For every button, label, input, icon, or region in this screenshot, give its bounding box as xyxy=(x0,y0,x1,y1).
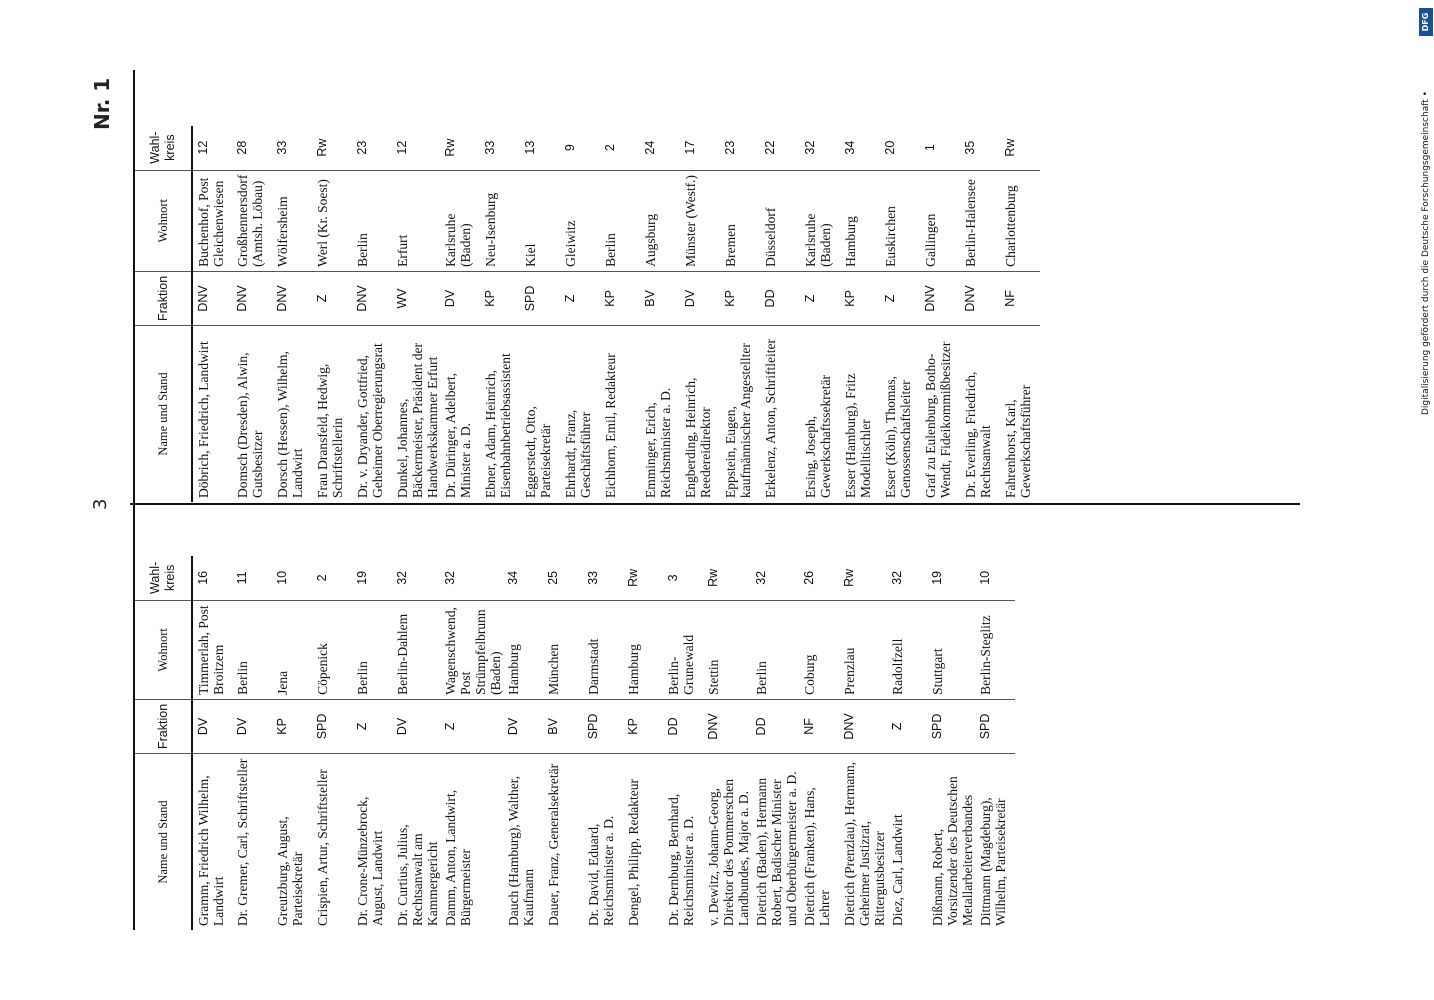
fraktion-cell: KP xyxy=(480,271,520,325)
table-row xyxy=(583,556,623,930)
fraktion-cell: DV xyxy=(392,699,440,753)
wohnort-cell: Cöpenick xyxy=(312,600,352,699)
header-fraktion: Fraktion xyxy=(135,271,192,325)
fraktion-cell: SPD xyxy=(312,699,352,753)
member-name: Dißmann, Robert, Vorsitzender des Deutschen Metallarbeiterverbandes xyxy=(930,776,975,926)
wahlkreis-cell: 19 xyxy=(352,556,392,601)
wohnort-cell: Timmerlah, Post Broitzem xyxy=(192,600,232,699)
member-name: Frau Dransfeld, Hedwig, Schriftstellerin xyxy=(315,363,345,498)
member-name: Ebner, Adam, Heinrich, Eisenbahnbetriebsassistent xyxy=(483,353,513,498)
member-name: Dr. Dernburg, Bernhard, Reichsminister a. D. xyxy=(666,793,696,926)
wohnort-cell: Gleiwitz xyxy=(560,170,600,271)
wohnort-cell: Karlsruhe (Baden) xyxy=(440,170,480,271)
wahlkreis-cell: 24 xyxy=(640,126,680,171)
wohnort-cell: Berlin-Halensee xyxy=(960,170,1000,271)
fraktion-cell: DNV xyxy=(839,699,887,753)
wahlkreis-cell: 3 xyxy=(663,556,703,601)
wahlkreis-cell: 12 xyxy=(192,126,232,171)
wohnort-cell: Prenzlau xyxy=(839,600,887,699)
wohnort-cell: Hamburg xyxy=(623,600,663,699)
table-row xyxy=(232,126,272,502)
member-name: Dr. Gremer, Carl, Schriftsteller xyxy=(235,758,250,926)
fraktion-cell: Z xyxy=(352,699,392,753)
fraktion-cell: DV xyxy=(232,699,272,753)
fraktion-cell: KP xyxy=(720,271,760,325)
wohnort-cell: Charlottenburg xyxy=(1000,170,1040,271)
wahlkreis-cell: 2 xyxy=(312,556,352,601)
table-row xyxy=(312,556,352,930)
wahlkreis-cell: 26 xyxy=(799,556,839,601)
side-credit xyxy=(1414,0,1434,1000)
table-row xyxy=(760,126,800,502)
wohnort-cell: Bremen xyxy=(720,170,760,271)
fraktion-cell: Z xyxy=(560,271,600,325)
member-name: Dr. Düringer, Adelbert, Minister a. D. xyxy=(443,372,473,498)
header-name: Name und Stand xyxy=(135,326,192,503)
fraktion-cell: KP xyxy=(272,699,312,753)
table-row xyxy=(880,126,920,502)
wohnort-cell: Kiel xyxy=(520,170,560,271)
wohnort-cell: Karlsruhe (Baden) xyxy=(800,170,840,271)
member-name: Emminger, Erich, Reichsminister a. D. xyxy=(643,387,673,498)
wohnort-cell: Münster (Westf.) xyxy=(680,170,720,271)
member-name: Eichhorn, Emil, Redakteur xyxy=(603,353,618,498)
wahlkreis-cell: 32 xyxy=(392,556,440,601)
table-row xyxy=(751,556,799,930)
fraktion-cell: SPD xyxy=(927,699,975,753)
fraktion-cell: SPD xyxy=(975,699,1015,753)
member-name: Dittmann (Magdeburg), Wilhelm, Parteisekretär xyxy=(978,797,1008,926)
member-name: Gramm, Friedrich Wilhelm, Landwirt xyxy=(196,775,226,926)
table-row xyxy=(839,556,887,930)
wahlkreis-cell: 33 xyxy=(480,126,520,171)
wohnort-cell: Euskirchen xyxy=(880,170,920,271)
wahlkreis-cell: 12 xyxy=(392,126,440,171)
table-row xyxy=(640,126,680,502)
wohnort-cell: Jena xyxy=(272,600,312,699)
member-name: Dietrich (Prenzlau), Hermann, Geheimer Justizrat, Rittergutsbesitzer xyxy=(842,761,887,926)
wahlkreis-cell: 28 xyxy=(232,126,272,171)
table-row xyxy=(232,556,272,930)
table-row xyxy=(272,126,312,502)
fraktion-cell: Z xyxy=(800,271,840,325)
table-row xyxy=(920,126,960,502)
wohnort-cell: Berlin xyxy=(232,600,272,699)
wohnort-cell: Wölfersheim xyxy=(272,170,312,271)
wohnort-cell: München xyxy=(543,600,583,699)
wohnort-cell: Berlin-Grunewald xyxy=(663,600,703,699)
wohnort-cell: Stuttgart xyxy=(927,600,975,699)
member-name: Eppstein, Eugen, kaufmännischer Angestellter xyxy=(723,343,753,498)
fraktion-cell: KP xyxy=(840,271,880,325)
right-register-table xyxy=(135,126,1040,502)
table-row xyxy=(703,556,751,930)
wahlkreis-cell: 33 xyxy=(583,556,623,601)
wahlkreis-cell: 20 xyxy=(880,126,920,171)
page-number: 3 xyxy=(90,498,111,510)
wahlkreis-cell: Rw xyxy=(839,556,887,601)
left-table-body xyxy=(192,556,1015,930)
wohnort-cell: Düsseldorf xyxy=(760,170,800,271)
member-name: Ersing, Joseph, Gewerkschaftssekretär xyxy=(803,375,833,498)
fraktion-cell: DNV xyxy=(960,271,1000,325)
table-row xyxy=(799,556,839,930)
member-name: Graf zu Eulenburg, Botho-Wendt, Fideikommißbesitzer xyxy=(923,341,953,498)
table-row xyxy=(392,556,440,930)
fraktion-cell: DNV xyxy=(232,271,272,325)
table-row xyxy=(520,126,560,502)
fraktion-cell: SPD xyxy=(583,699,623,753)
table-row xyxy=(352,126,392,502)
table-row xyxy=(840,126,880,502)
fraktion-cell: Z xyxy=(312,271,352,325)
table-row xyxy=(440,556,503,930)
fraktion-cell: DNV xyxy=(272,271,312,325)
wahlkreis-cell: 32 xyxy=(887,556,927,601)
table-row xyxy=(503,556,543,930)
header-wohnort: Wohnort xyxy=(135,170,192,271)
wahlkreis-cell: Rw xyxy=(1000,126,1040,171)
wohnort-cell: Neu-Isenburg xyxy=(480,170,520,271)
wohnort-cell: Augsburg xyxy=(640,170,680,271)
table-row xyxy=(800,126,840,502)
wahlkreis-cell: 32 xyxy=(440,556,503,601)
table-row xyxy=(272,556,312,930)
table-row xyxy=(887,556,927,930)
fraktion-cell: NF xyxy=(1000,271,1040,325)
fraktion-cell: KP xyxy=(623,699,663,753)
fraktion-cell: SPD xyxy=(520,271,560,325)
fraktion-cell: BV xyxy=(543,699,583,753)
side-credit-text xyxy=(1416,0,1434,1000)
fraktion-cell: DD xyxy=(663,699,703,753)
column-divider xyxy=(130,503,1300,505)
table-row xyxy=(560,126,600,502)
member-name: Dr. Everling, Friedrich, Rechtsanwalt xyxy=(963,371,993,498)
wahlkreis-cell: 10 xyxy=(975,556,1015,601)
left-header-row xyxy=(135,556,192,930)
wohnort-cell: Hamburg xyxy=(503,600,543,699)
table-row xyxy=(543,556,583,930)
member-name: Crispien, Artur, Schriftsteller xyxy=(315,769,330,926)
fraktion-cell: DV xyxy=(503,699,543,753)
wohnort-cell: Stettin xyxy=(703,600,751,699)
table-row xyxy=(440,126,480,502)
wahlkreis-cell: 34 xyxy=(840,126,880,171)
member-name: Fahrenhorst, Karl, Gewerkschaftsführer xyxy=(1003,384,1033,498)
wohnort-cell: Buchenhof, Post Gleichenwiesen xyxy=(192,170,232,271)
fraktion-cell: DNV xyxy=(703,699,751,753)
member-name: Damm, Anton, Landwirt, Bürgermeister xyxy=(443,789,473,926)
credit-text: Digitalisierung gefördert durch die Deutsche Forschungsgemeinschaft • xyxy=(1421,91,1431,415)
member-name: Eggerstedt, Otto, Parteisekretär xyxy=(523,406,553,498)
wahlkreis-cell: 33 xyxy=(272,126,312,171)
fraktion-cell: BV xyxy=(640,271,680,325)
fraktion-cell: DD xyxy=(760,271,800,325)
wahlkreis-cell: 23 xyxy=(352,126,392,171)
table-row xyxy=(192,556,232,930)
wohnort-cell: Großhennersdorf (Amtsh. Löbau) xyxy=(232,170,272,271)
fraktion-cell: DV xyxy=(192,699,232,753)
wohnort-cell: Berlin xyxy=(352,600,392,699)
table-row xyxy=(392,126,440,502)
wahlkreis-cell: 35 xyxy=(960,126,1000,171)
member-name: Dengel, Philipp, Redakteur xyxy=(626,779,641,926)
wahlkreis-cell: 17 xyxy=(680,126,720,171)
wahlkreis-cell: 16 xyxy=(192,556,232,601)
wahlkreis-cell: 22 xyxy=(760,126,800,171)
wohnort-cell: Berlin xyxy=(352,170,392,271)
table-row xyxy=(960,126,1000,502)
wahlkreis-cell: 19 xyxy=(927,556,975,601)
wohnort-cell: Berlin xyxy=(600,170,640,271)
wohnort-cell: Hamburg xyxy=(840,170,880,271)
wahlkreis-cell: 2 xyxy=(600,126,640,171)
wahlkreis-cell: 34 xyxy=(503,556,543,601)
table-row xyxy=(352,556,392,930)
fraktion-cell: DNV xyxy=(192,271,232,325)
wahlkreis-cell: Rw xyxy=(623,556,663,601)
wahlkreis-cell: 10 xyxy=(272,556,312,601)
dfg-logo: DFG xyxy=(1419,8,1433,36)
header-name: Name und Stand xyxy=(135,754,192,931)
fraktion-cell: DV xyxy=(680,271,720,325)
member-name: Engberding, Heinrich, Reedereidirektor xyxy=(683,377,713,498)
wohnort-cell: Erfurt xyxy=(392,170,440,271)
member-name: Domsch (Dresden), Alwin, Gutsbesitzer xyxy=(235,352,265,498)
member-name: Döbrich, Friedrich, Landwirt xyxy=(196,341,211,498)
member-name: Erkelenz, Anton, Schriftleiter xyxy=(763,339,778,498)
member-name: v. Dewitz, Johann-Georg, Direktor des Pommerschen Landbundes, Major a. D. xyxy=(706,779,751,926)
table-row xyxy=(663,556,703,930)
header-wahlkreis: Wahl-kreis xyxy=(135,556,192,601)
table-row xyxy=(1000,126,1040,502)
fraktion-cell: Z xyxy=(440,699,503,753)
wahlkreis-cell: 25 xyxy=(543,556,583,601)
member-name: Esser (Hamburg), Fritz Modelltischler xyxy=(843,373,873,498)
member-name: Dauer, Franz, Generalsekretär xyxy=(546,763,561,926)
fraktion-cell: Z xyxy=(880,271,920,325)
member-name: Dietrich (Franken), Hans, Lehrer xyxy=(802,787,832,926)
table-row xyxy=(680,126,720,502)
table-row xyxy=(720,126,760,502)
header-wohnort: Wohnort xyxy=(135,600,192,699)
wahlkreis-cell: Rw xyxy=(440,126,480,171)
member-name: Dr. Crone-Münzebrock, August, Landwirt xyxy=(355,796,385,926)
right-header-row xyxy=(135,126,192,502)
member-name: Dr. Curtius, Julius, Rechtsanwalt am Kammergericht xyxy=(395,824,440,926)
wohnort-cell: Darmstadt xyxy=(583,600,623,699)
wahlkreis-cell: 13 xyxy=(520,126,560,171)
header-fraktion: Fraktion xyxy=(135,699,192,753)
table-row xyxy=(600,126,640,502)
left-register-table xyxy=(135,556,1015,930)
fraktion-cell: NF xyxy=(799,699,839,753)
wohnort-cell: Radolfzell xyxy=(887,600,927,699)
wahlkreis-cell: Rw xyxy=(312,126,352,171)
fraktion-cell: Z xyxy=(887,699,927,753)
wohnort-cell: Berlin-Steglitz xyxy=(975,600,1015,699)
wohnort-cell: Coburg xyxy=(799,600,839,699)
wohnort-cell: Wagenschwend, Post Strümpfelbrunn (Baden) xyxy=(440,600,503,699)
wahlkreis-cell: 11 xyxy=(232,556,272,601)
member-name: Dorsch (Hessen), Wilhelm, Landwirt xyxy=(275,351,305,498)
fraktion-cell: KP xyxy=(600,271,640,325)
wahlkreis-cell: 9 xyxy=(560,126,600,171)
wahlkreis-cell: 23 xyxy=(720,126,760,171)
wahlkreis-cell: Rw xyxy=(703,556,751,601)
right-table-body xyxy=(192,126,1040,502)
wahlkreis-cell: 1 xyxy=(920,126,960,171)
fraktion-cell: DNV xyxy=(352,271,392,325)
fraktion-cell: DD xyxy=(751,699,799,753)
member-name: Diez, Carl, Landwirt xyxy=(890,814,905,926)
member-name: Dr. David, Eduard, Reichsminister a. D. xyxy=(586,815,616,926)
member-name: Dietrich (Baden), Hermann Robert, Badischer Minister und Oberbürgermeister a. D. xyxy=(754,771,799,926)
fraktion-cell: WV xyxy=(392,271,440,325)
table-row xyxy=(480,126,520,502)
fraktion-cell: DV xyxy=(440,271,480,325)
wohnort-cell: Werl (Kr. Soest) xyxy=(312,170,352,271)
member-name: Dr. v. Dryander, Gottfried, Geheimer Oberregierungsrat xyxy=(355,343,385,498)
member-name: Esser (Köln), Thomas, Genossenschaftsleiter xyxy=(883,376,913,498)
table-row xyxy=(192,126,232,502)
fraktion-cell: DNV xyxy=(920,271,960,325)
table-row xyxy=(927,556,975,930)
issue-label: Nr. 1 xyxy=(90,77,114,130)
table-top-rule xyxy=(133,70,135,930)
member-name: Dunkel, Johannes, Bäckermeister, Präsident der Handwerkskammer Erfurt xyxy=(395,342,440,498)
wahlkreis-cell: 32 xyxy=(751,556,799,601)
table-row xyxy=(312,126,352,502)
wohnort-cell: Berlin-Dahlem xyxy=(392,600,440,699)
wohnort-cell: Berlin xyxy=(751,600,799,699)
table-row xyxy=(975,556,1015,930)
header-wahlkreis: Wahl-kreis xyxy=(135,126,192,171)
member-name: Ehrhardt, Franz, Geschäftsführer xyxy=(563,409,593,498)
member-name: Dauch (Hamburg), Walther, Kaufmann xyxy=(506,775,536,926)
wohnort-cell: Gallingen xyxy=(920,170,960,271)
table-row xyxy=(623,556,663,930)
wahlkreis-cell: 32 xyxy=(800,126,840,171)
member-name: Greutzburg, August, Parteisekretär xyxy=(275,816,305,926)
